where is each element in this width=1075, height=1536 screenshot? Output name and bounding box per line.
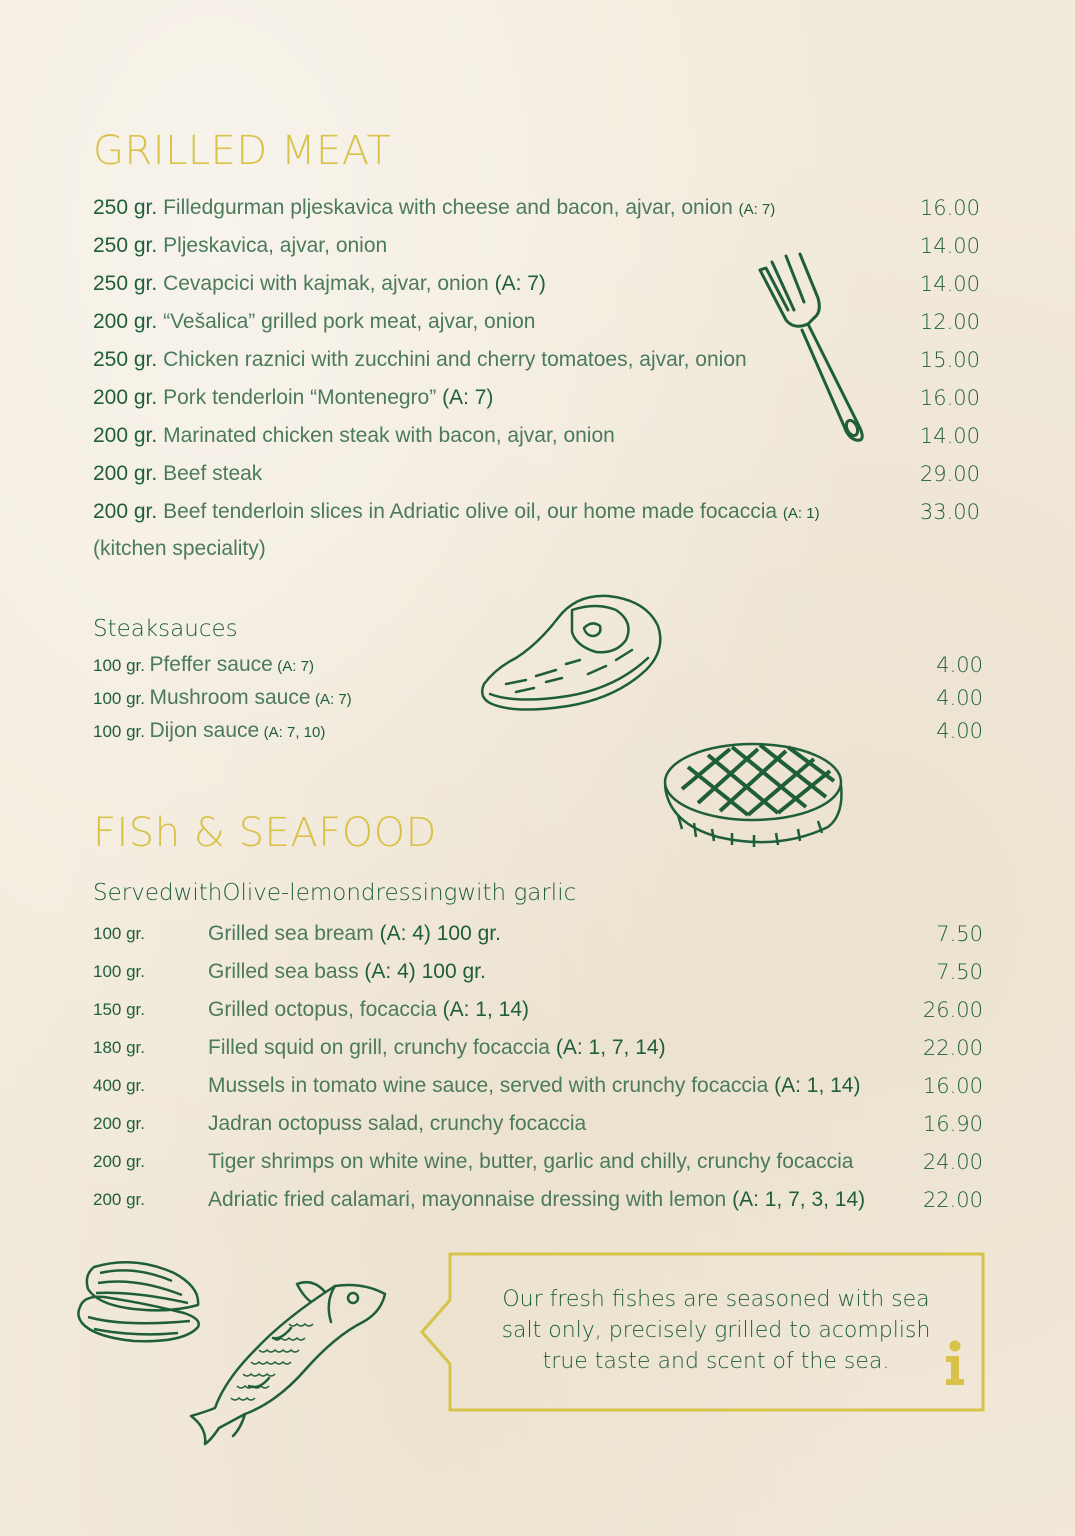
item-price: 22.00	[922, 1188, 983, 1212]
item-allergens: (A: 1, 7, 3, 14)	[732, 1188, 866, 1211]
item-name: Pljeskavica, ajvar, onion	[163, 234, 388, 257]
item-name-group	[208, 956, 486, 988]
item-name: Pork tenderloin “Montenegro”	[163, 386, 437, 409]
menu-item	[93, 496, 980, 528]
item-allergens: (A: 7)	[314, 691, 352, 708]
item-weight: 200 gr.	[93, 1114, 145, 1133]
item-name: Beef steak	[163, 462, 263, 485]
menu-item	[93, 994, 983, 1026]
item-name-group	[208, 994, 529, 1026]
item-weight: 100 gr.	[93, 962, 145, 981]
item-weight: 100 gr.	[93, 924, 145, 943]
item-weight: 200 gr.	[93, 386, 158, 409]
item-allergens: (A: 1, 14)	[442, 998, 529, 1021]
raw-steak-icon	[476, 588, 664, 718]
item-name-group	[208, 1070, 860, 1102]
info-callout-text	[470, 1284, 962, 1377]
item-allergens: (A: 1, 7, 14)	[555, 1036, 666, 1059]
item-allergens: (A: 7)	[494, 272, 546, 295]
item-name: Chicken raznici with zucchini and cherry tomatoes, ajvar, onion	[163, 348, 747, 371]
item-weight: 200 gr.	[93, 500, 158, 523]
item-price: 14.00	[919, 272, 980, 296]
item-weight: 180 gr.	[93, 1038, 145, 1057]
item-name: Pfeffer sauce	[149, 653, 273, 676]
item-allergens: (A: 7, 10)	[263, 724, 326, 741]
item-name: Grilled sea bass	[208, 960, 359, 983]
item-allergens: (A: 7)	[442, 386, 494, 409]
item-price: 16.00	[922, 1074, 983, 1098]
item-price: 16.00	[919, 386, 980, 410]
item-weight: 100 gr.	[93, 656, 145, 675]
item-price: 22.00	[922, 1036, 983, 1060]
item-name: Tiger shrimps on white wine, butter, garlic and chilly, crunchy focaccia	[208, 1150, 854, 1173]
menu-item	[93, 1108, 983, 1140]
item-weight: 250 gr.	[93, 196, 158, 219]
item-price: 15.00	[919, 348, 980, 372]
item-allergens: (A: 1)	[782, 505, 820, 522]
item-name: Grilled sea bream	[208, 922, 374, 945]
item-weight: 400 gr.	[93, 1076, 145, 1095]
item-price: 33.00	[919, 500, 980, 524]
item-name-group	[208, 1032, 666, 1064]
item-price: 4.00	[936, 686, 983, 710]
menu-item	[93, 458, 980, 490]
menu-item	[93, 1184, 983, 1216]
item-price: 4.00	[936, 719, 983, 743]
sauce-item	[93, 716, 983, 746]
item-name-group	[208, 1146, 853, 1178]
item-weight: 250 gr.	[93, 348, 158, 371]
grilled-meat-continuation: (kitchen speciality)	[93, 537, 266, 560]
item-price: 16.90	[922, 1112, 983, 1136]
item-weight: 100 gr.	[93, 722, 145, 741]
menu-item	[93, 192, 980, 224]
info-line: true taste and scent of the sea.	[542, 1349, 890, 1374]
item-price: 16.00	[919, 196, 980, 220]
info-icon	[942, 1340, 968, 1386]
item-name: Adriatic fried calamari, mayonnaise dressing with lemon	[208, 1188, 727, 1211]
fork-icon	[752, 250, 882, 450]
grilled-meat-title: GRILLED MEAT	[93, 128, 392, 174]
item-name: Mushroom sauce	[149, 686, 311, 709]
item-price: 7.50	[936, 960, 983, 984]
info-line: salt only, precisely grilled to acomplish	[501, 1318, 931, 1343]
item-price: 26.00	[922, 998, 983, 1022]
fish-seafood-title: FISh & SEAFOOD	[93, 810, 437, 856]
item-allergens: (A: 4) 100 gr.	[379, 922, 501, 945]
item-name-group	[208, 918, 501, 950]
menu-item	[93, 1146, 983, 1178]
info-line: Our fresh fishes are seasoned with sea	[502, 1287, 930, 1312]
item-name: “Vešalica” grilled pork meat, ajvar, onion	[163, 310, 536, 333]
menu-item	[93, 1032, 983, 1064]
item-name-group	[208, 1108, 586, 1140]
grilled-steak-icon	[658, 737, 848, 852]
item-weight: 200 gr.	[93, 1152, 145, 1171]
item-price: 12.00	[919, 310, 980, 334]
item-price: 14.00	[919, 424, 980, 448]
item-weight: 250 gr.	[93, 234, 158, 257]
item-name: Filledgurman pljeskavica with cheese and bacon, ajvar, onion	[163, 196, 733, 219]
item-weight: 200 gr.	[93, 1190, 145, 1209]
item-name: Cevapcici with kajmak, ajvar, onion	[163, 272, 489, 295]
item-price: 24.00	[922, 1150, 983, 1174]
item-name: Beef tenderloin slices in Adriatic olive oil, our home made focaccia	[163, 500, 778, 523]
item-price: 7.50	[936, 922, 983, 946]
fish-seafood-subtitle: ServedwithOlive-lemondressingwith garlic	[93, 880, 577, 906]
item-name: Mussels in tomato wine sauce, served with crunchy focaccia	[208, 1074, 769, 1097]
item-allergens: (A: 1, 14)	[774, 1074, 861, 1097]
item-price: 14.00	[919, 234, 980, 258]
menu-item	[93, 1070, 983, 1102]
item-name: Grilled octopus, focaccia	[208, 998, 437, 1021]
item-price: 29.00	[919, 462, 980, 486]
menu-item	[93, 956, 983, 988]
item-name: Jadran octopuss salad, crunchy focaccia	[208, 1112, 587, 1135]
menu-item	[93, 918, 983, 950]
item-allergens: (A: 4) 100 gr.	[364, 960, 486, 983]
item-weight: 200 gr.	[93, 424, 158, 447]
item-weight: 250 gr.	[93, 272, 158, 295]
item-weight: 150 gr.	[93, 1000, 145, 1019]
item-name: Marinated chicken steak with bacon, ajvar, onion	[163, 424, 615, 447]
item-allergens: (A: 7)	[738, 201, 776, 218]
item-allergens: (A: 7)	[277, 658, 314, 675]
item-price: 4.00	[936, 653, 983, 677]
item-name: Filled squid on grill, crunchy focaccia	[208, 1036, 550, 1059]
item-weight: 200 gr.	[93, 310, 158, 333]
item-name-group	[208, 1184, 865, 1216]
item-name: Dijon sauce	[149, 719, 260, 742]
fish-icon	[185, 1278, 390, 1446]
steak-sauces-title: Steaksauces	[93, 616, 238, 642]
item-weight: 200 gr.	[93, 462, 158, 485]
item-weight: 100 gr.	[93, 689, 145, 708]
